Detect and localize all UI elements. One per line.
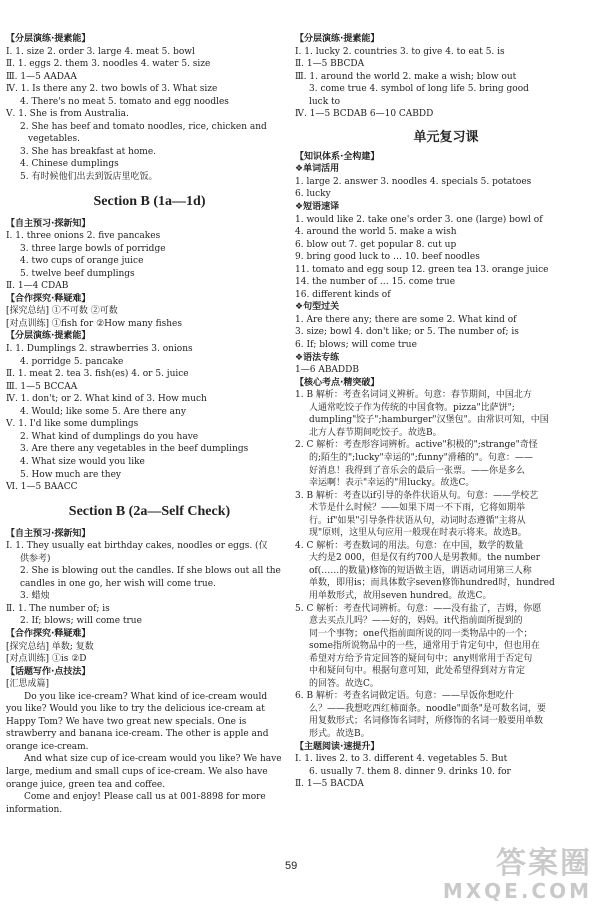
section-header: ❖句型过关 [295, 302, 340, 313]
text-line: information. [6, 804, 63, 815]
text-line: 中和疑问句中。根据句意可知，此处希望得到对方肯定 [309, 666, 526, 677]
text-line: 1—6 ABADDB [295, 365, 359, 376]
text-line: [探究总结] ①不可数 ②可数 [6, 306, 118, 317]
text-line: Ⅳ. 1—5 BCDAB 6—10 CABDD [295, 109, 434, 120]
text-line: Ⅰ. 1. size 2. order 3. large 4. meat 5. bowl [6, 46, 195, 57]
section-title: Section B (1a—1d) [93, 193, 206, 209]
text-line: 行。if"如果"引导条件状语从句，动词时态遵循"主将从 [309, 515, 526, 526]
text-line: 意去买点儿吗？——好的，妈妈。it代指前面所提到的 [309, 616, 523, 627]
text-line: 3. She has breakfast at home. [20, 146, 157, 157]
text-line: 3. come true 4. symbol of long life 5. bring good [309, 84, 529, 95]
text-line: Ⅴ. 1. I'd like some dumplings [6, 419, 139, 430]
text-line: 4. What size would you like [20, 456, 145, 467]
section-header: 【自主预习·探新知】 [6, 528, 91, 539]
text-line: 2. If; blows; will come true [20, 616, 142, 627]
text-line: 1. B 解析：考查名词词义辨析。句意：春节期间，中国北方 [295, 390, 532, 401]
text-line: orange juice, green tea and coffee. [6, 779, 166, 790]
text-line: 5. How much are they [20, 469, 121, 480]
text-line: 4. around the world 5. make a wish [295, 227, 457, 238]
text-line: Ⅳ. 1. don't; or 2. What kind of 3. How much [6, 394, 207, 405]
text-line: you like? Would you like to try the delicious ice-cream at [6, 704, 265, 715]
text-line: 4. two cups of orange juice [20, 256, 144, 267]
text-line: Ⅲ. 1—5 AADAA [6, 71, 77, 82]
text-line: 3. B 解析：考查以if引导的条件状语从句。句意：——学校艺 [295, 490, 539, 501]
text-line: vegetables. [28, 134, 80, 145]
text-line: 人通常吃饺子作为传统的中国食物。pizza"比萨饼"; [309, 402, 515, 413]
text-line: 的回答。故选C。 [309, 678, 379, 689]
text-line: 2. She has beef and tomato noodles, rice, chicken and [20, 121, 267, 132]
section-header: 【合作探究·释疑难】 [6, 628, 91, 639]
text-line: 4. porridge 5. pancake [20, 356, 124, 367]
watermark-logo [443, 848, 592, 902]
left-column [6, 33, 293, 816]
text-line: 4. Would; like some 5. Are there any [20, 406, 186, 417]
text-line: [对点训练] ①is ②D [6, 654, 87, 665]
text-line: 1. would like 2. take one's order 3. one (large) bowl of [295, 214, 543, 225]
text-line: 11. tomato and egg soup 12. green tea 13. orange juice [295, 264, 549, 275]
text-line: 2. She is blowing out the candles. If she blows out all the [20, 566, 281, 577]
text-line: 9. bring good luck to … 10. beef noodles [295, 252, 480, 263]
text-line: 北方人春节期间吃饺子。故选B。 [309, 427, 442, 438]
watermark-line1: 答案圈 [496, 846, 592, 881]
text-line: 6. blow out 7. get popular 8. cut up [295, 239, 457, 250]
text-line: 6. usually 7. them 8. dinner 9. drinks 10. for [309, 766, 511, 777]
section-header: 【分层演练·提素能】 [295, 34, 380, 44]
text-line: 同一个事物；one代指前面所说的同一类物品中的一个； [309, 628, 533, 639]
section-header: 【分层演练·提素能】 [6, 331, 91, 342]
text-line: some指所说物品中的一些，通常用于肯定句中，但也用在 [309, 641, 540, 652]
text-line: Ⅰ. 1. lives 2. to 3. different 4. vegetables 5. But [295, 754, 508, 765]
text-line: 2. What kind of dumplings do you have [20, 431, 199, 442]
text-line: 形式。故选B。 [309, 728, 370, 739]
text-line: 3. Are there any vegetables in the beef dumplings [20, 444, 249, 455]
text-line: Happy Tom? We have two great new specials. One is [6, 716, 247, 727]
text-line: Ⅰ. 1. They usually eat birthday cakes, noodles or eggs. (仅 [6, 541, 268, 552]
text-line: Ⅱ. 1—5 BBCDA [295, 59, 365, 70]
text-line: 5. C 解析：考查代词辨析。句意：——没有盐了，吉姆，你愿 [295, 603, 542, 614]
section-header: ❖单词活用 [295, 164, 340, 175]
section-header: 【话题写作·点技法】 [6, 666, 91, 677]
text-line: 3. size; bowl 4. don't like; or 5. The number of; is [295, 327, 519, 338]
section-header: 【核心考点·精突破】 [295, 377, 380, 388]
section-title: Section B (2a—Self Check) [68, 503, 231, 519]
text-line: 6. If; blows; will come true [295, 340, 417, 351]
section-header: 【合作探究·释疑难】 [6, 293, 91, 304]
text-line: Ⅵ. 1—5 BAACC [6, 482, 78, 493]
text-line: Come and enjoy! Please call us at 001-8898 for more [24, 792, 266, 803]
text-line: 么？——我想吃西红柿面条。noodle"面条"是可数名词，要 [309, 703, 546, 714]
text-line: 希望对方给予肯定回答的疑问句中；any则常用于否定句 [309, 653, 533, 664]
text-line: 5. 有时候他们出去到饭店里吃饭。 [20, 172, 158, 183]
text-line: 的;陌生的";lucky"幸运的";funny"滑稽的"。句意：—— [309, 452, 533, 463]
text-line: Ⅱ. 1. The number of; is [6, 603, 110, 614]
text-line: 用复数形式；名词修饰名词时，所修饰的名词一般要用单数 [309, 716, 544, 727]
text-line: 3. three large bowls of porridge [20, 243, 166, 254]
text-line: orange ice-cream. [6, 741, 89, 752]
text-line: Ⅱ. 1. meat 2. tea 3. fish(es) 4. or 5. juice [6, 369, 189, 380]
text-line: Ⅳ. 1. Is there any 2. two bowls of 3. What size [6, 84, 218, 95]
section-header: ❖短语速译 [295, 202, 340, 213]
text-line: Ⅰ. 1. lucky 2. countries 3. to give 4. to eat 5. is [295, 46, 505, 57]
text-line: 3. 蜡烛 [20, 591, 50, 602]
text-line: Ⅲ. 1—5 BCCAA [6, 381, 78, 392]
text-line: 4. C 解析：考查数词的用法。句意：在中国，数学的数量 [295, 540, 524, 551]
text-line: candles in one go, her wish will come true. [20, 578, 216, 589]
text-line: Ⅱ. 1—5 BACDA [295, 779, 364, 790]
text-line: 现"原则，这里从句应用一般现在时表示将来。故选B。 [309, 528, 527, 539]
text-line: 16. different kinds of [295, 289, 391, 300]
section-header: 【主题阅读·速提升】 [295, 741, 380, 752]
right-column [295, 33, 597, 791]
text-line: 6. B 解析：考查名词做定语。句意：——早饭你想吃什 [295, 691, 514, 702]
text-line: dumpling"饺子";hamburger"汉堡包"。由常识可知，中国 [309, 415, 549, 426]
text-line: Do you like ice-cream? What kind of ice-cream would [24, 691, 268, 702]
text-line: 6. lucky [295, 189, 331, 200]
text-line: [汇思成篇] [6, 679, 50, 690]
text-line: 幸运啊！表示"幸运的"用lucky。故选C。 [309, 478, 475, 489]
text-line: 单数，即用is；而具体数字seven修饰hundred时，hundred [309, 578, 555, 589]
text-line: And what size cup of ice-cream would you like? We have [24, 754, 282, 765]
unit-title: 单元复习课 [413, 129, 479, 145]
text-line: strawberry and banana ice-cream. The other is apple and [6, 729, 269, 740]
text-line: 1. large 2. answer 3. noodles 4. specials 5. potatoes [295, 176, 532, 187]
text-line: luck to [309, 96, 341, 107]
text-line: Ⅰ. 1. Dumplings 2. strawberries 3. onions [6, 344, 193, 355]
text-line: Ⅴ. 1. She is from Australia. [6, 109, 129, 120]
text-line: [对点训练] ①fish for ②How many fishes [6, 318, 182, 329]
text-line: 1. Are there any; there are some 2. What kind of [295, 314, 517, 325]
text-line: Ⅱ. 1. eggs 2. them 3. noodles 4. water 5. size [6, 59, 211, 70]
section-header: 【知识体系·全构建】 [295, 151, 380, 162]
text-line: 好消息！我得到了音乐会的最后一张票。——你是多么 [309, 465, 526, 476]
text-line: Ⅲ. 1. around the world 2. make a wish; blow out [295, 71, 517, 82]
text-line: 用单数形式，故用seven hundred。故选C。 [309, 590, 492, 601]
text-line: 大约是2 000，但是仅有约700人是男教师。the number [309, 553, 541, 564]
text-line: 14. the number of … 15. come true [295, 277, 456, 288]
text-line: [探究总结] 单数; 复数 [6, 641, 94, 652]
text-line: 2. C 解析：考查形容词辨析。active"积极的";strange"奇怪 [295, 440, 538, 451]
text-line: 术节是什么时候？——如果下周一不下雨，它将如期举 [309, 503, 526, 514]
text-line: Ⅰ. 1. three onions 2. five pancakes [6, 231, 161, 242]
text-line: 4. Chinese dumplings [20, 159, 119, 170]
text-line: 供参考) [20, 553, 51, 564]
text-line: large, medium and small cups of ice-cream. We also have [6, 766, 268, 777]
page-number: 59 [285, 860, 298, 872]
watermark-line2: MXQE.COM [442, 879, 592, 903]
section-header: ❖语法专练 [295, 352, 340, 363]
section-header: 【分层演练·提素能】 [6, 34, 91, 44]
text-line: Ⅱ. 1—4 CDAB [6, 281, 69, 292]
text-line: of(……的数量)修饰的短语做主语，谓语动词用第三人称 [309, 565, 532, 576]
text-line: 4. There's no meat 5. tomato and egg noodles [20, 96, 229, 107]
section-header: 【自主预习·探新知】 [6, 218, 91, 229]
text-line: 5. twelve beef dumplings [20, 268, 135, 279]
